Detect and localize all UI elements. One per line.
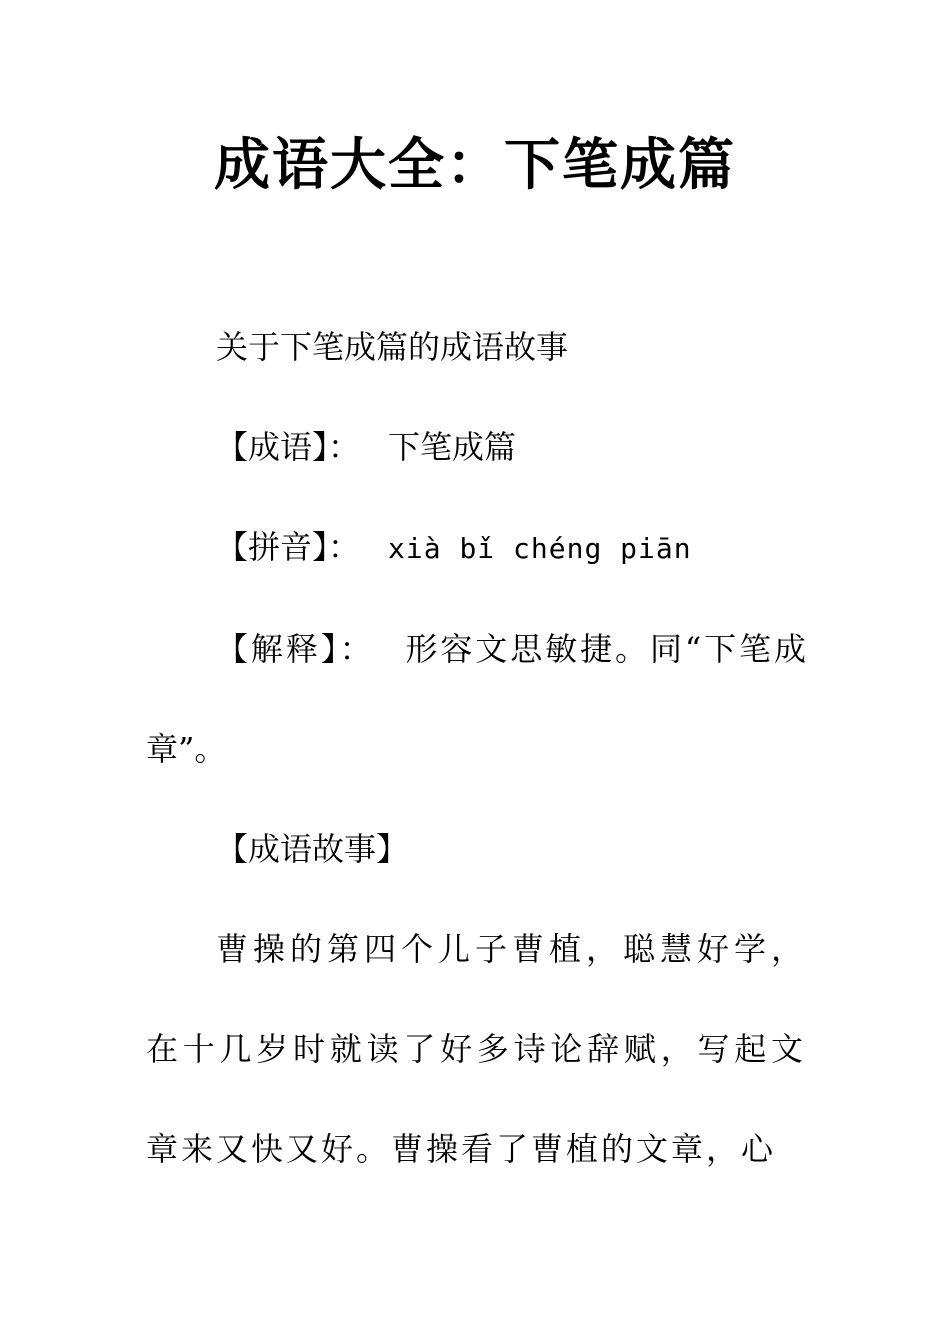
meaning-label: 【解释】：: [216, 630, 375, 668]
document-body: [146, 297, 806, 1199]
meaning-row: [146, 599, 806, 799]
idiom-row: [146, 397, 806, 497]
meaning-value: 形容文思敏捷。同“下笔成章”。: [146, 630, 806, 768]
pinyin-label: 【拼音】：: [216, 528, 361, 566]
story-heading: 【成语故事】: [216, 830, 409, 868]
intro-paragraph: 关于下笔成篇的成语故事: [216, 328, 569, 366]
pinyin-row: [146, 497, 806, 599]
idiom-label: 【成语】：: [216, 428, 361, 466]
document-title: 成语大全：下笔成篇: [214, 133, 736, 198]
story-paragraph: 曹操的第四个儿子曹植，聪慧好学，在十几岁时就读了好多诗论辞赋，写起文章来又快又好。曹操看了曹植的文章，心: [146, 930, 806, 1168]
pinyin-value: xià bǐ chéng piān: [388, 532, 692, 565]
idiom-value: 下笔成篇: [388, 428, 517, 466]
